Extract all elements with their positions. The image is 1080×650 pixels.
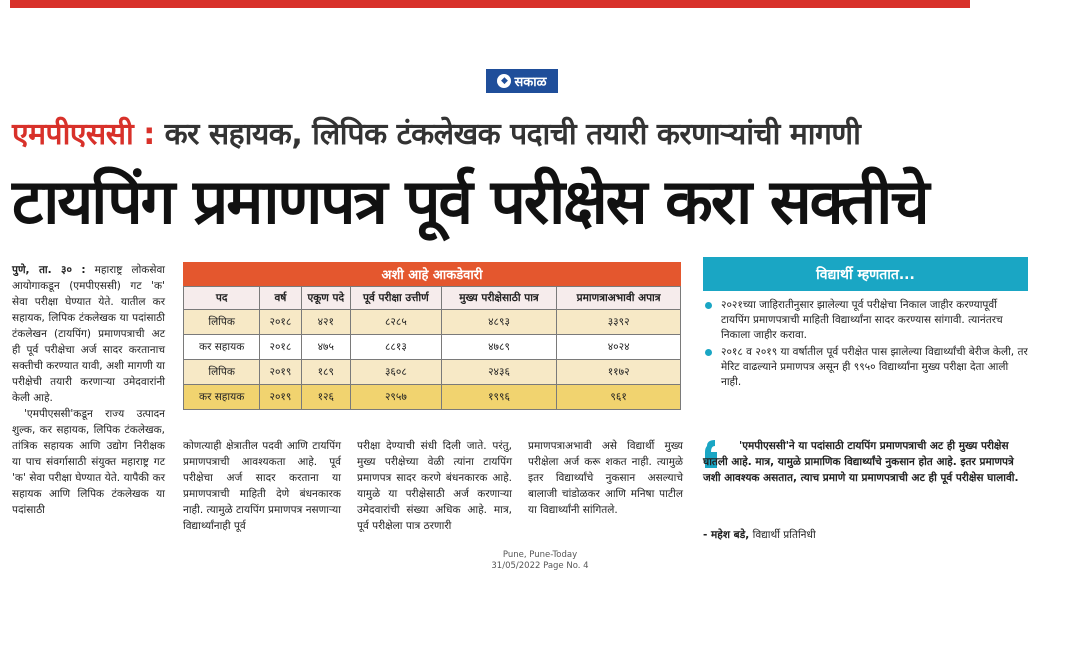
article-column-1 — [12, 262, 165, 518]
table-cell: ३३९२ — [557, 310, 681, 335]
table-cell: ९६१ — [557, 385, 681, 410]
table-cell: २०१८ — [260, 335, 301, 360]
article-headline: टायपिंग प्रमाणपत्र पूर्व परीक्षेस करा सक्तीचे — [12, 165, 928, 238]
stats-table-title: अशी आहे आकडेवारी — [183, 262, 681, 286]
table-header-cell: पूर्व परीक्षा उत्तीर्ण — [351, 287, 442, 310]
bullet-text: २०२१च्या जाहिरातीनुसार झालेल्या पूर्व परीक्षेचा निकाल जाहीर करण्यापूर्वी टायपिंग प्रमाणपत्राची माहिती विद्यार्थ्यांना सादर करण्यास सांगावी. त्यानंतरच निकाला जाहीर करावा. — [721, 299, 1003, 341]
col1-para2: 'एमपीएससी'कडून राज्य उत्पादन शुल्क, कर सहायक, लिपिक टंकलेखक, तांत्रिक सहायक आणि उद्योग निरीक्षक या पाच संवर्गासाठी संयुक्त महाराष्ट्र गट 'क' सेवा परीक्षा घेण्यात येते. यापैकी कर सहायक आणि लिपिक टंकलेखक या पदांसाठी — [12, 408, 165, 516]
table-cell: ४७५ — [301, 335, 350, 360]
table-header-cell: मुख्य परीक्षेसाठी पात्र — [441, 287, 556, 310]
stats-table-box — [183, 262, 681, 414]
table-row — [184, 335, 681, 360]
kicker-tag: एमपीएससी : — [12, 117, 155, 152]
table-cell: लिपिक — [184, 310, 260, 335]
table-cell: ३६०८ — [351, 360, 442, 385]
top-color-strip — [10, 0, 970, 8]
col1-para1: महाराष्ट्र लोकसेवा आयोगाकडून (एमपीएससी) गट 'क' सेवा परीक्षा घेण्यात येते. यातील कर सहायक, लिपिक टंकलेखक या पदांसाठी टंकलेखन (टायपिंग) प्रमाणपत्राची अट ही पूर्व परीक्षेचा अर्ज सादर करतानाच सक्तीची करण्यात यावी, अशी मागणी या परीक्षेची तयारी करणाऱ्या उमेदवारांनी केली आहे. — [12, 264, 166, 404]
table-row — [184, 385, 681, 410]
table-cell: ४७८९ — [441, 335, 556, 360]
students-bullet — [703, 298, 1028, 343]
footer-date-page: 31/05/2022 Page No. 4 — [491, 561, 589, 571]
kicker-text: कर सहायक, लिपिक टंकलेखक पदाची तयारी करणाऱ्यांची मागणी — [154, 117, 861, 152]
table-cell: ८२८५ — [351, 310, 442, 335]
logo-text: सकाळ — [514, 75, 547, 90]
table-cell: १२६ — [301, 385, 350, 410]
table-cell: ८८१३ — [351, 335, 442, 360]
table-cell: ११७२ — [557, 360, 681, 385]
table-header-cell: एकूण पदे — [301, 287, 350, 310]
table-cell: १८९ — [301, 360, 350, 385]
student-quote: 'एमपीएससी'ने या पदांसाठी टायपिंग प्रमाणपत्राची अट ही मुख्य परीक्षेस घातली आहे. मात्र, यामुळे प्रामाणिक विद्यार्थ्यांचे नुकसान होत आहे. इतर प्रमाणपत्रे जशी आवश्यक असतात, त्याच प्रमाणे या प्रमाणपत्राची अट ही पूर्व परीक्षेस घालावी. — [703, 440, 1019, 484]
table-cell: २०१९ — [260, 385, 301, 410]
table-header-cell: वर्ष — [260, 287, 301, 310]
logo-emblem-icon: ◆ — [497, 74, 511, 88]
table-cell: २४३६ — [441, 360, 556, 385]
article-column-4: प्रमाणपत्राअभावी असे विद्यार्थी मुख्य परीक्षेला अर्ज करू शकत नाही. त्यामुळे इतर विद्यार्थ्यांचे नुकसान असल्याचे बालाजी चांडोळकर आणि मनिषा पाटील या विद्यार्थ्यांनी सांगितले. — [528, 440, 683, 516]
article-column-2: कोणत्याही क्षेत्रातील पदवी आणि टायपिंग प्रमाणपत्राची आवश्यकता आहे. पूर्व परीक्षेचा अर्ज सादर करताना या प्रमाणपत्राची माहिती देणे बंधनकारक नाही. त्यामुळे टायपिंग प्रमाणपत्र नसणाऱ्या विद्यार्थ्यांनाही पूर्व — [183, 440, 341, 532]
table-header-row — [184, 287, 681, 310]
table-cell: १९९६ — [441, 385, 556, 410]
attribution-role: विद्यार्थी प्रतिनिधी — [749, 529, 816, 541]
table-header-cell: पद — [184, 287, 260, 310]
footer-edition: Pune, Pune-Today — [502, 550, 578, 560]
quote-attribution — [703, 528, 1028, 542]
stats-table — [183, 286, 681, 410]
bullet-dot-icon — [705, 302, 712, 309]
table-cell: ४०२४ — [557, 335, 681, 360]
bullet-text: २०१८ व २०१९ या वर्षातील पूर्व परीक्षेत पास झालेल्या विद्यार्थ्यांची बेरीज केली, तर मेरिट वाढल्याने प्रमाणपत्र असून ही ९९५० विद्यार्थ्यांना मुख्य परीक्षा देता आली नाही. — [721, 346, 1028, 388]
sakal-logo — [486, 69, 558, 93]
bullet-dot-icon — [705, 349, 712, 356]
table-cell: लिपिक — [184, 360, 260, 385]
attribution-name: - महेश बडे, — [703, 529, 750, 541]
table-cell: २०१९ — [260, 360, 301, 385]
table-header-cell: प्रमाणत्राअभावी अपात्र — [557, 287, 681, 310]
article-column-3: परीक्षा देण्याची संधी दिली जाते. परंतु, मुख्य परीक्षेच्या वेळी त्यांना टायपिंग प्रमाणपत्र सादर करणे बंधनकारक आहे. यामुळे या परीक्षेसाठी अर्ज करणाऱ्या उमेदवारांची संख्या अधिक आहे. मात्र, पूर्व परीक्षेला पात्र ठरणारी — [357, 440, 512, 532]
table-cell: कर सहायक — [184, 385, 260, 410]
table-cell: ४८९३ — [441, 310, 556, 335]
table-cell: कर सहायक — [184, 335, 260, 360]
students-bullet — [703, 345, 1028, 390]
table-cell: २०१८ — [260, 310, 301, 335]
table-row — [184, 360, 681, 385]
page-footer — [440, 550, 640, 572]
students-bullets — [703, 298, 1028, 392]
dateline: पुणे, ता. ३० : — [12, 264, 86, 276]
table-cell: ४२१ — [301, 310, 350, 335]
table-cell: २९५७ — [351, 385, 442, 410]
students-say-title: विद्यार्थी म्हणतात... — [703, 257, 1028, 291]
table-row — [184, 310, 681, 335]
article-kicker — [12, 112, 1072, 153]
